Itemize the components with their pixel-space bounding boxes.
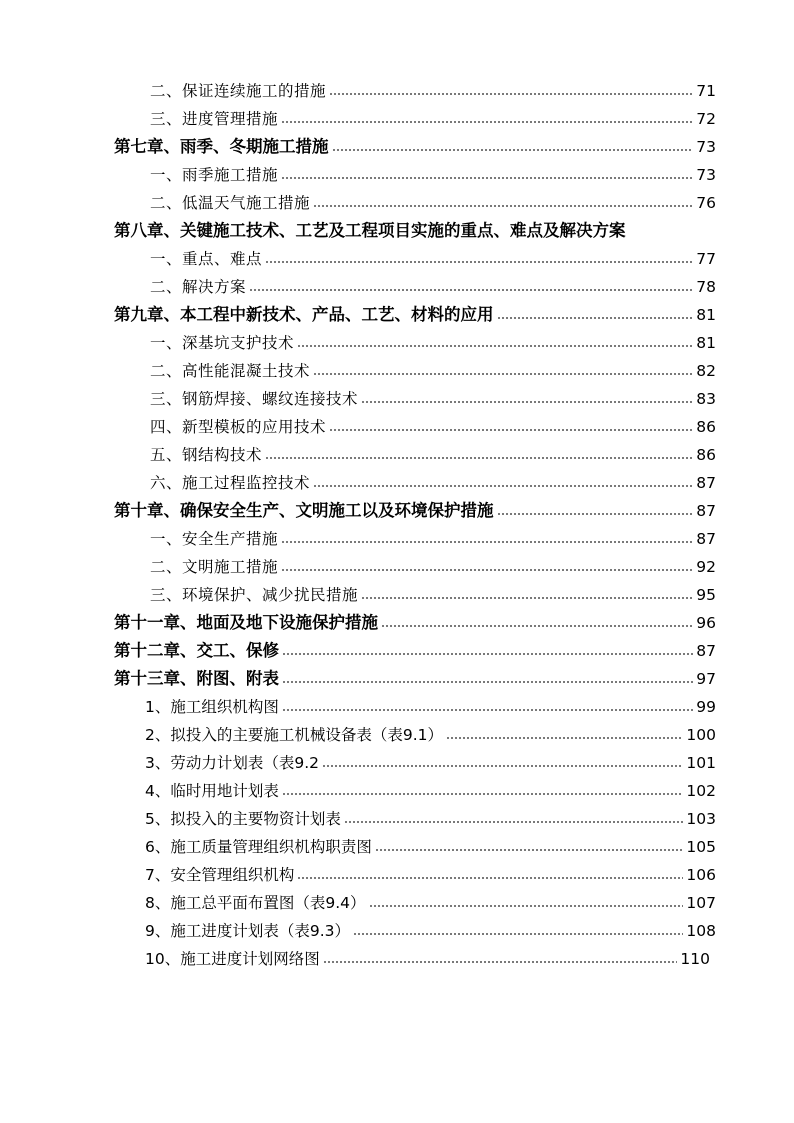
toc-appendix-entry[interactable] (0, 889, 794, 917)
toc-entry-title: 四、新型模板的应用技术 (150, 418, 327, 436)
toc-entry-page-number: 86 (696, 418, 716, 436)
toc-chapter-entry[interactable] (0, 665, 794, 693)
dot-leader (249, 289, 693, 291)
toc-entry-title: 2、拟投入的主要施工机械设备表（表9.1） (145, 726, 444, 744)
toc-entry-page-number: 92 (696, 558, 716, 576)
toc-entry-title: 三、环境保护、减少扰民措施 (150, 586, 359, 604)
toc-chapter-entry[interactable] (0, 497, 794, 525)
dot-leader (281, 541, 693, 543)
dot-leader (265, 261, 693, 263)
dot-leader (313, 373, 693, 375)
toc-entry-page-number: 87 (696, 530, 716, 548)
toc-entry-title: 第九章、本工程中新技术、产品、工艺、材料的应用 (114, 305, 494, 324)
dot-leader (323, 961, 678, 963)
toc-appendix-entry[interactable] (0, 777, 794, 805)
toc-section-entry[interactable] (0, 413, 794, 441)
toc-entry-page-number: 73 (696, 166, 716, 184)
toc-entry-title: 一、深基坑支护技术 (150, 334, 295, 352)
toc-section-entry[interactable] (0, 77, 794, 105)
toc-entry-page-number: 106 (686, 866, 716, 884)
toc-entry-page-number: 103 (686, 810, 716, 828)
toc-entry-title: 二、解决方案 (150, 278, 247, 296)
toc-entry-title: 第十三章、附图、附表 (114, 669, 279, 688)
toc-entry-title: 一、安全生产措施 (150, 530, 279, 548)
toc-entry-page-number: 87 (696, 502, 716, 520)
toc-entry-title: 5、拟投入的主要物资计划表 (145, 810, 341, 828)
dot-leader (313, 485, 693, 487)
toc-entry-title: 二、低温天气施工措施 (150, 194, 311, 212)
toc-entry-title: 一、雨季施工措施 (150, 166, 279, 184)
toc-appendix-entry[interactable] (0, 861, 794, 889)
toc-appendix-entry[interactable] (0, 749, 794, 777)
toc-entry-page-number: 72 (696, 110, 716, 128)
dot-leader (329, 429, 693, 431)
dot-leader (297, 345, 693, 347)
toc-entry-title: 第七章、雨季、冬期施工措施 (114, 137, 329, 156)
toc-entry-page-number: 76 (696, 194, 716, 212)
toc-entry-page-number: 87 (696, 642, 716, 660)
dot-leader (282, 709, 693, 711)
toc-section-entry[interactable] (0, 385, 794, 413)
toc-appendix-entry[interactable] (0, 693, 794, 721)
toc-entry-title: 第八章、关键施工技术、工艺及工程项目实施的重点、难点及解决方案 (114, 221, 626, 240)
toc-entry-page-number: 95 (696, 586, 716, 604)
toc-entry-page-number: 81 (696, 334, 716, 352)
toc-chapter-entry[interactable] (0, 301, 794, 329)
toc-entry-title: 6、施工质量管理组织机构职责图 (145, 838, 372, 856)
toc-entry-page-number: 87 (696, 474, 716, 492)
dot-leader (497, 317, 694, 319)
dot-leader (322, 765, 683, 767)
toc-entry-page-number: 77 (696, 250, 716, 268)
toc-section-entry[interactable] (0, 189, 794, 217)
toc-entry-page-number: 100 (686, 726, 716, 744)
toc-entry-page-number: 99 (696, 698, 716, 716)
dot-leader (281, 121, 693, 123)
dot-leader (497, 513, 694, 515)
toc-entry-title: 第十章、确保安全生产、文明施工以及环境保护措施 (114, 501, 494, 520)
toc-entry-title: 第十二章、交工、保修 (114, 641, 279, 660)
dot-leader (281, 569, 693, 571)
toc-chapter-entry[interactable] (0, 637, 794, 665)
dot-leader (361, 597, 693, 599)
toc-appendix-entry[interactable] (0, 833, 794, 861)
dot-leader (353, 933, 683, 935)
toc-entry-page-number: 97 (696, 670, 716, 688)
toc-entry-title: 二、文明施工措施 (150, 558, 279, 576)
toc-chapter-entry[interactable] (0, 133, 794, 161)
toc-entry-page-number: 96 (696, 614, 716, 632)
toc-appendix-entry[interactable] (0, 917, 794, 945)
toc-entry-title: 三、进度管理措施 (150, 110, 279, 128)
dot-leader (369, 905, 684, 907)
toc-entry-page-number: 102 (686, 782, 716, 800)
toc-entry-title: 六、施工过程监控技术 (150, 474, 311, 492)
dot-leader (329, 93, 693, 95)
toc-chapter-entry[interactable] (0, 217, 794, 245)
toc-section-entry[interactable] (0, 441, 794, 469)
toc-entry-page-number: 83 (696, 390, 716, 408)
dot-leader (381, 625, 693, 627)
dot-leader (361, 401, 693, 403)
toc-entry-title: 1、施工组织机构图 (145, 698, 279, 716)
toc-chapter-entry[interactable] (0, 609, 794, 637)
toc-entry-page-number: 71 (696, 82, 716, 100)
toc-entry-title: 9、施工进度计划表（表9.3） (145, 922, 351, 940)
toc-entry-title: 一、重点、难点 (150, 250, 263, 268)
toc-section-entry[interactable] (0, 329, 794, 357)
dot-leader (281, 177, 693, 179)
toc-entry-page-number: 105 (686, 838, 716, 856)
toc-appendix-entry[interactable] (0, 945, 794, 973)
toc-entry-page-number: 86 (696, 446, 716, 464)
dot-leader (344, 821, 684, 823)
toc-entry-page-number: 107 (686, 894, 716, 912)
table-of-contents (0, 77, 794, 973)
toc-entry-page-number: 78 (696, 278, 716, 296)
toc-entry-page-number: 73 (696, 138, 716, 156)
toc-entry-title: 第十一章、地面及地下设施保护措施 (114, 613, 378, 632)
toc-entry-page-number: 82 (696, 362, 716, 380)
dot-leader (332, 149, 694, 151)
toc-entry-title: 二、高性能混凝土技术 (150, 362, 311, 380)
toc-entry-title: 8、施工总平面布置图（表9.4） (145, 894, 366, 912)
toc-entry-page-number: 110 (680, 950, 710, 968)
toc-section-entry[interactable] (0, 105, 794, 133)
dot-leader (446, 737, 683, 739)
dot-leader (282, 653, 693, 655)
dot-leader (297, 877, 683, 879)
toc-section-entry[interactable] (0, 469, 794, 497)
toc-section-entry[interactable] (0, 245, 794, 273)
toc-entry-title: 7、安全管理组织机构 (145, 866, 295, 884)
toc-entry-title: 五、钢结构技术 (150, 446, 263, 464)
toc-section-entry[interactable] (0, 161, 794, 189)
toc-appendix-entry[interactable] (0, 721, 794, 749)
toc-section-entry[interactable] (0, 553, 794, 581)
dot-leader (265, 457, 693, 459)
toc-entry-title: 3、劳动力计划表（表9.2 (145, 754, 320, 772)
toc-entry-page-number: 81 (696, 306, 716, 324)
toc-section-entry[interactable] (0, 273, 794, 301)
toc-section-entry[interactable] (0, 525, 794, 553)
toc-appendix-entry[interactable] (0, 805, 794, 833)
toc-section-entry[interactable] (0, 357, 794, 385)
toc-entry-page-number: 108 (686, 922, 716, 940)
dot-leader (282, 793, 684, 795)
toc-entry-title: 三、钢筋焊接、螺纹连接技术 (150, 390, 359, 408)
toc-entry-page-number: 101 (686, 754, 716, 772)
toc-entry-title: 二、保证连续施工的措施 (150, 82, 327, 100)
dot-leader (282, 681, 693, 683)
toc-entry-title: 4、临时用地计划表 (145, 782, 279, 800)
dot-leader (375, 849, 684, 851)
dot-leader (313, 205, 693, 207)
toc-entry-title: 10、施工进度计划网络图 (145, 950, 320, 968)
toc-section-entry[interactable] (0, 581, 794, 609)
